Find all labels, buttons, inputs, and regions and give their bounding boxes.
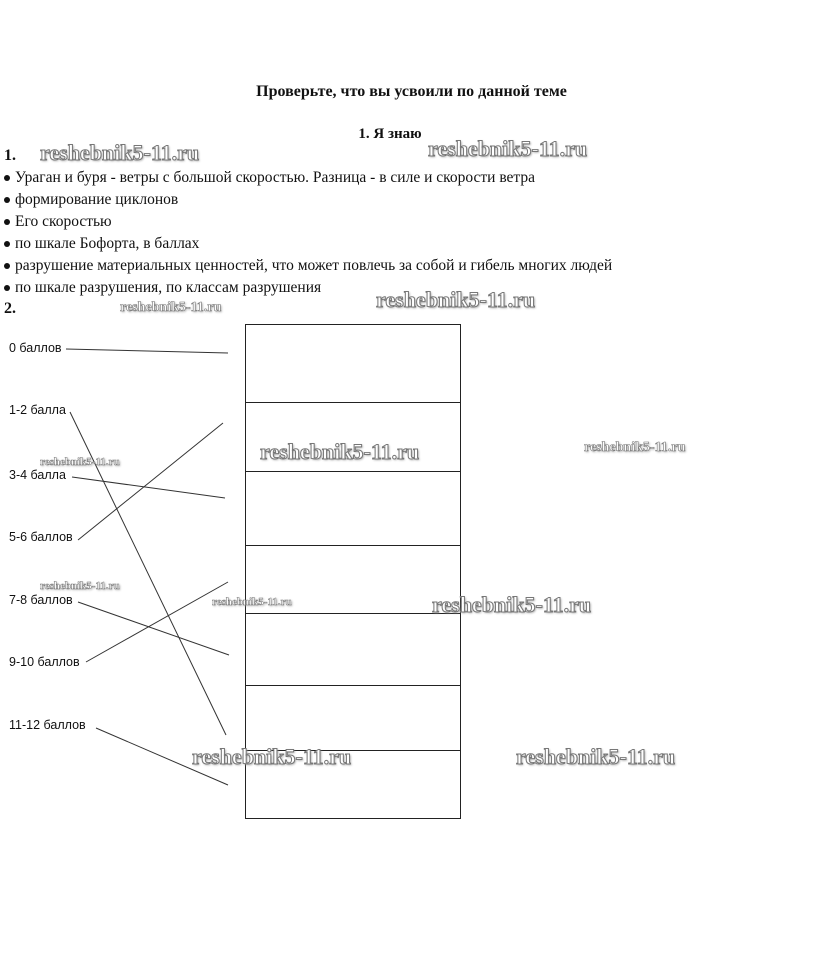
- watermark: reshebnik5-11.ru: [260, 439, 420, 464]
- scale-label: 9-10 баллов: [9, 655, 80, 669]
- match-line: [86, 582, 228, 662]
- watermark: reshebnik5-11.ru: [432, 592, 592, 617]
- watermark: reshebnik5-11.ru: [212, 596, 292, 608]
- answer-text: разрушение материальных ценностей, что может повлечь за собой и гибель многих людей: [15, 257, 613, 274]
- match-line: [72, 477, 225, 498]
- watermark: reshebnik5-11.ru: [516, 744, 676, 769]
- watermark: reshebnik5-11.ru: [120, 300, 222, 315]
- watermark: reshebnik5-11.ru: [40, 580, 120, 592]
- answer-text: формирование циклонов: [15, 191, 179, 208]
- watermark: reshebnik5-11.ru: [192, 744, 352, 769]
- scale-label: 3-4 балла: [9, 468, 66, 482]
- watermark: reshebnik5-11.ru: [428, 136, 588, 161]
- scale-label: 0 баллов: [9, 341, 62, 355]
- answer-text: Ураган и буря - ветры с большой скоростью. Разница - в силе и скорости ветра: [15, 169, 536, 186]
- scale-label: 11-12 баллов: [9, 718, 86, 732]
- match-line: [66, 349, 228, 353]
- watermark: reshebnik5-11.ru: [584, 440, 686, 455]
- watermark: reshebnik5-11.ru: [376, 287, 536, 312]
- scale-label: 5-6 баллов: [9, 530, 73, 544]
- match-line: [78, 602, 229, 655]
- watermark: reshebnik5-11.ru: [40, 140, 200, 165]
- scale-label: 1-2 балла: [9, 403, 66, 417]
- answer-text: по шкале Бофорта, в баллах: [15, 235, 200, 252]
- answer-text: по шкале разрушения, по классам разрушения: [15, 279, 322, 296]
- watermark: reshebnik5-11.ru: [40, 456, 120, 468]
- section-heading: 1. Я знаю: [358, 126, 422, 142]
- answer-text: Его скоростью: [15, 213, 112, 230]
- question-1-number: 1.: [4, 147, 16, 164]
- question-2-number: 2.: [4, 300, 16, 317]
- scale-label: 7-8 баллов: [9, 593, 73, 607]
- match-line: [78, 423, 223, 540]
- page-title: Проверьте, что вы усвоили по данной теме: [256, 83, 567, 100]
